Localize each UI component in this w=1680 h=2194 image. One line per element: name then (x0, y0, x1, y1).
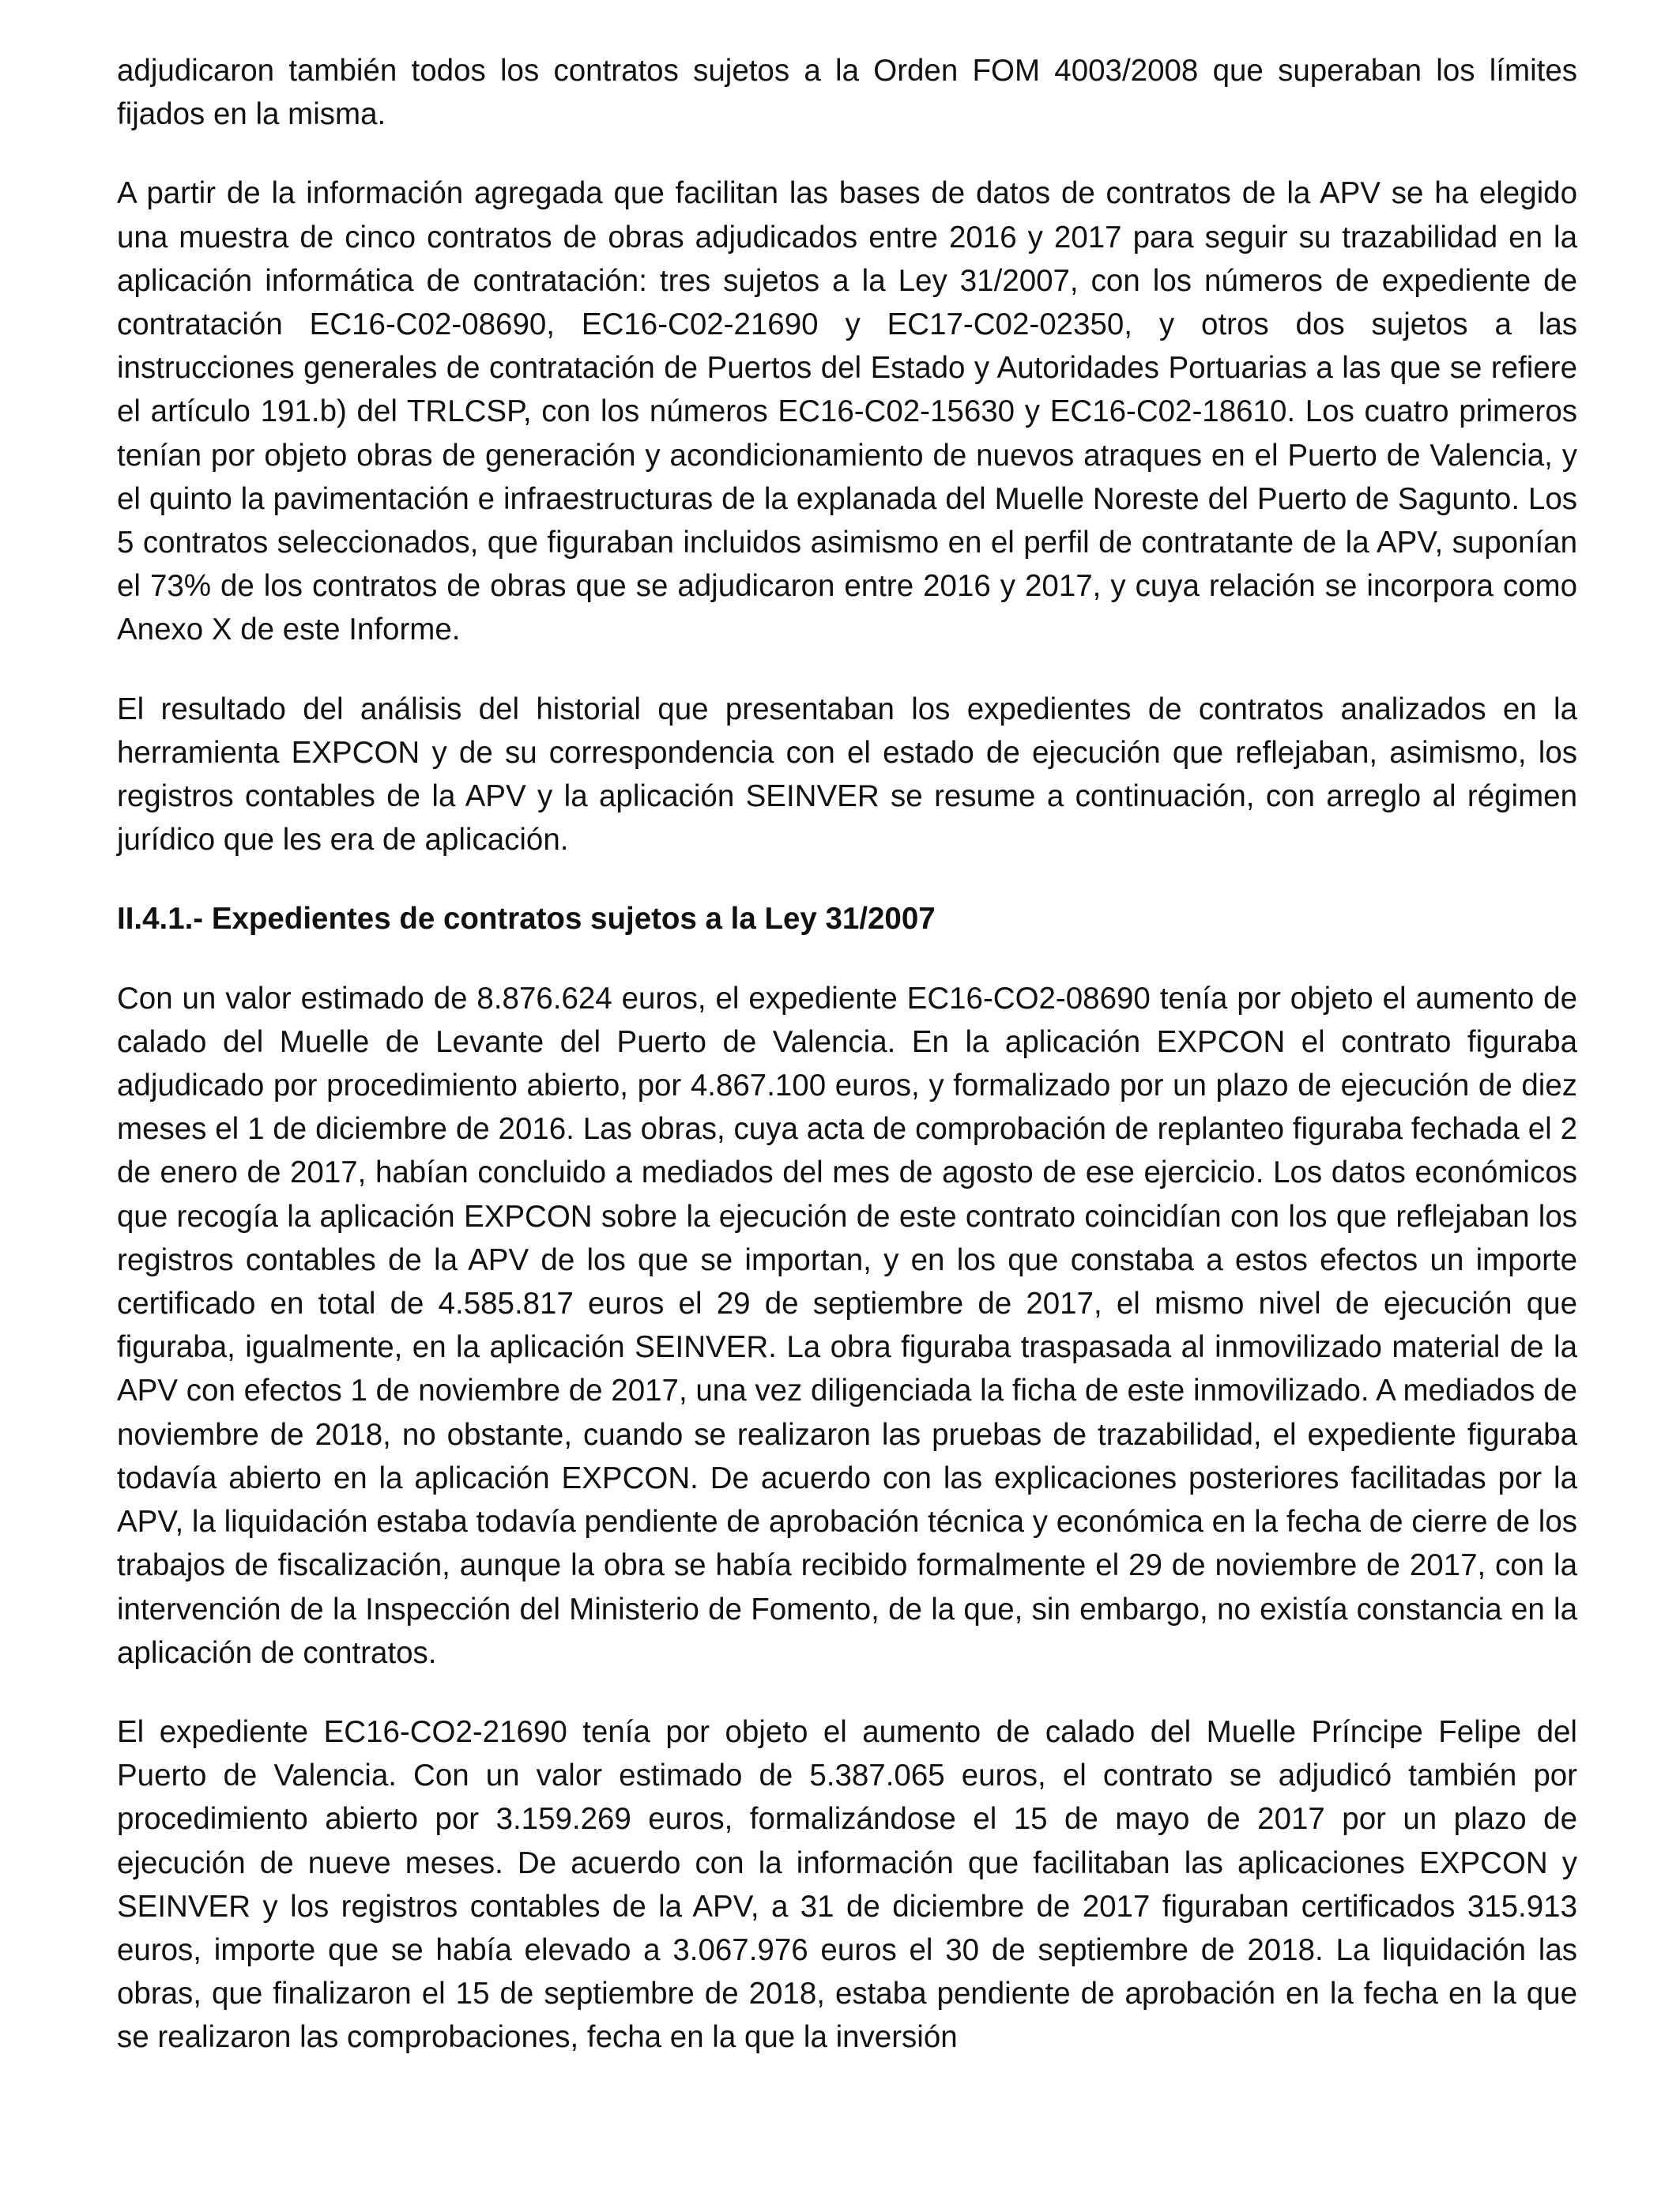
paragraph-sample-selection: A partir de la información agregada que facilitan las bases de datos de contratos de la APV se ha elegido una muestra de cinco contratos de obras adjudicados entre 2016 y 2017 para seguir su trazabilidad en la aplicación informática de contratación: tres sujetos a la Ley 31/2007, con los números de expediente de contratación EC16-C02-08690, EC16-C02-21690 y EC17-C02-02350, y otros dos sujetos a las instrucciones generales de contratación de Puertos del Estado y Autoridades Portuarias a las que se refiere el artículo 191.b) del TRLCSP, con los números EC16-C02-15630 y EC16-C02-18610. Los cuatro primeros tenían por objeto obras de generación y acondicionamiento de nuevos atraques en el Puerto de Valencia, y el quinto la pavimentación e infraestructuras de la explanada del Muelle Noreste del Puerto de Sagunto. Los 5 contratos seleccionados, que figuraban incluidos asimismo en el perfil de contratante de la APV, suponían el 73% de los contratos de obras que se adjudicaron entre 2016 y 2017, y cuya relación se incorpora como Anexo X de este Informe. (117, 176, 1577, 647)
document-page (117, 49, 1577, 2060)
paragraph-analysis-result: El resultado del análisis del historial que presentaban los expedientes de contratos analizados en la herramienta EXPCON y de su correspondencia con el estado de ejecución que reflejaban, asimismo, los registros contables de la APV y la aplicación SEINVER se resume a continuación, con arreglo al régimen jurídico que les era de aplicación. (117, 692, 1577, 858)
paragraph-contracts-fom: adjudicaron también todos los contratos sujetos a la Orden FOM 4003/2008 que superaban los límites fijados en la misma. (117, 54, 1577, 132)
paragraph-expediente-21690: El expediente EC16-CO2-21690 tenía por objeto el aumento de calado del Muelle Príncipe Felipe del Puerto de Valencia. Con un valor estimado de 5.387.065 euros, el contrato se adjudicó también por procedimiento abierto por 3.159.269 euros, formalizándose el 15 de mayo de 2017 por un plazo de ejecución de nueve meses. De acuerdo con la información que facilitaban las aplicaciones EXPCON y SEINVER y los registros contables de la APV, a 31 de diciembre de 2017 figuraban certificados 315.913 euros, importe que se había elevado a 3.067.976 euros el 30 de septiembre de 2018. La liquidación las obras, que finalizaron el 15 de septiembre de 2018, estaba pendiente de aprobación en la fecha en la que se realizaron las comprobaciones, fecha en la que la inversión (117, 1714, 1577, 2055)
section-heading: II.4.1.- Expedientes de contratos sujetos a la Ley 31/2007 (117, 902, 936, 937)
paragraph-expediente-08690: Con un valor estimado de 8.876.624 euros, el expediente EC16-CO2-08690 tenía por objeto el aumento de calado del Muelle de Levante del Puerto de Valencia. En la aplicación EXPCON el contrato figuraba adjudicado por procedimiento abierto, por 4.867.100 euros, y formalizado por un plazo de ejecución de diez meses el 1 de diciembre de 2016. Las obras, cuya acta de comprobación de replanteo figuraba fechada el 2 de enero de 2017, habían concluido a mediados del mes de agosto de ese ejercicio. Los datos económicos que recogía la aplicación EXPCON sobre la ejecución de este contrato coincidían con los que reflejaban los registros contables de la APV de los que se importan, y en los que constaba a estos efectos un importe certificado en total de 4.585.817 euros el 29 de septiembre de 2017, el mismo nivel de ejecución que figuraba, igualmente, en la aplicación SEINVER. La obra figuraba traspasada al inmovilizado material de la APV con efectos 1 de noviembre de 2017, una vez diligenciada la ficha de este inmovilizado. A mediados de noviembre de 2018, no obstante, cuando se realizaron las pruebas de trazabilidad, el expediente figuraba todavía abierto en la aplicación EXPCON. De acuerdo con las explicaciones posteriores facilitadas por la APV, la liquidación estaba todavía pendiente de aprobación técnica y económica en la fecha de cierre de los trabajos de fiscalización, aunque la obra se había recibido formalmente el 29 de noviembre de 2017, con la intervención de la Inspección del Ministerio de Fomento, de la que, sin embargo, no existía constancia en la aplicación de contratos. (117, 981, 1577, 1670)
